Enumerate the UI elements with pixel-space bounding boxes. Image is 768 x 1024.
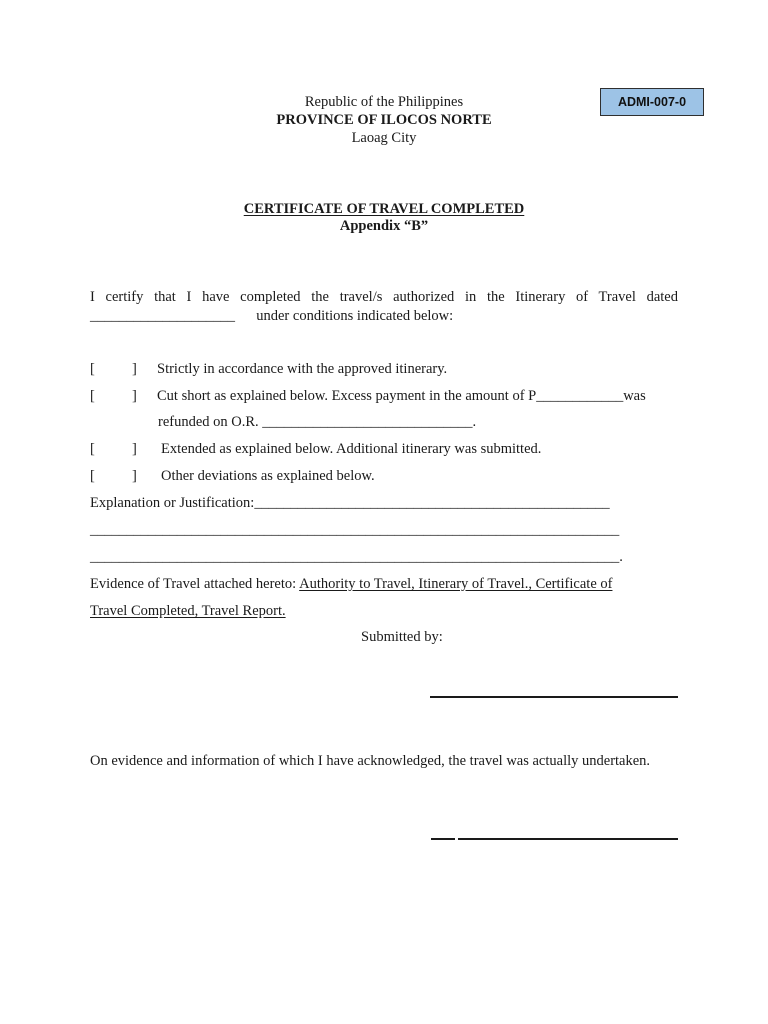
explanation-line-3: _________________________________________________________________________.: [90, 549, 623, 565]
evidence-label: Evidence of Travel attached hereto:: [90, 576, 297, 592]
acknowledgement-text: On evidence and information of which I have acknowledged, the travel was actually undertaken.: [90, 753, 651, 769]
approver-signature-line-start: [431, 838, 455, 840]
header-republic: Republic of the Philippines: [304, 94, 464, 110]
option-strictly: Strictly in accordance with the approved itinerary.: [157, 361, 448, 377]
checkbox-close-3: ]: [132, 441, 137, 457]
submitted-by-label: Submitted by:: [361, 629, 443, 645]
certification-line2: [90, 308, 453, 325]
checkbox-open-1: [: [90, 361, 95, 377]
appendix-label: Appendix “B”: [339, 218, 429, 234]
evidence-value-1: Authority to Travel, Itinerary of Travel., Certificate of: [299, 576, 613, 592]
evidence-row-2: [90, 603, 286, 620]
explanation-line-1: _________________________________________________: [254, 495, 610, 511]
approver-signature-line: [458, 838, 678, 840]
explanation-line-2: _________________________________________________________________________: [90, 522, 620, 538]
explanation-label: Explanation or Justification:: [90, 495, 255, 511]
certification-conditions: under conditions indicated below:: [256, 308, 454, 324]
checkbox-close-4: ]: [132, 468, 137, 484]
option-cut-short-continuation: refunded on O.R. _____________________________.: [158, 414, 477, 430]
certification-line1: I certify that I have completed the travel/s authorized in the Itinerary of Travel dated: [90, 289, 678, 305]
document-title-wrap: [200, 201, 568, 218]
explanation-row: [90, 495, 610, 512]
option-other-deviations: Other deviations as explained below.: [161, 468, 375, 484]
header-city: Laoag City: [351, 130, 417, 146]
checkbox-open-2: [: [90, 388, 95, 404]
submitter-signature-line: [430, 696, 678, 698]
date-blank: ____________________: [90, 308, 235, 324]
header-province: PROVINCE OF ILOCOS NORTE: [276, 112, 492, 128]
checkbox-close-2: ]: [132, 388, 137, 404]
evidence-value-2: Travel Completed, Travel Report.: [90, 603, 286, 619]
evidence-row: [90, 576, 612, 593]
checkbox-close-1: ]: [132, 361, 137, 377]
option-extended: Extended as explained below. Additional itinerary was submitted.: [161, 441, 542, 457]
checkbox-open-4: [: [90, 468, 95, 484]
document-title: CERTIFICATE OF TRAVEL COMPLETED: [243, 201, 525, 217]
option-cut-short: Cut short as explained below. Excess payment in the amount of P____________was: [157, 388, 646, 404]
form-code: ADMI-007-0: [617, 95, 687, 109]
form-code-box: [600, 88, 704, 116]
checkbox-open-3: [: [90, 441, 95, 457]
